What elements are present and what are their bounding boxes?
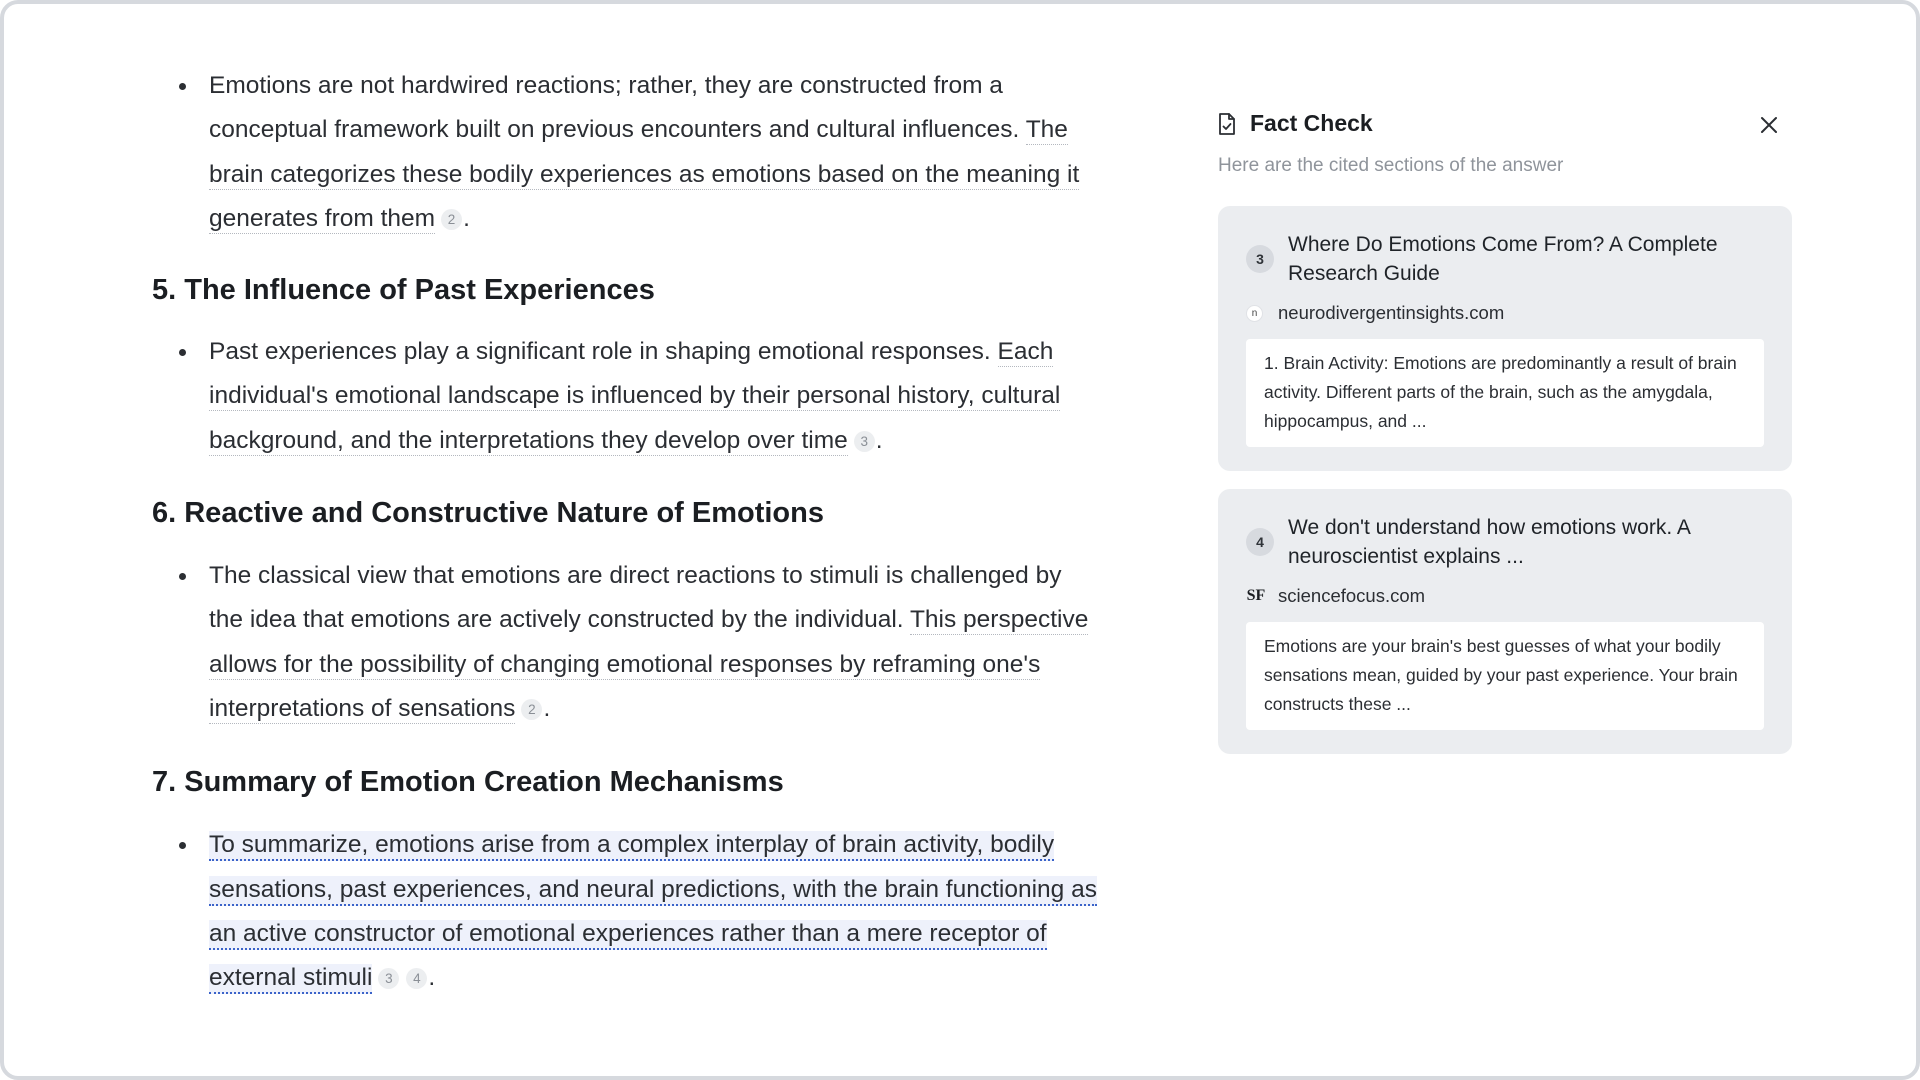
- cited-statement[interactable]: Each individual's emotional landscape is influenced by their personal history, cultural background, and the interpretations they develop over time: [209, 338, 1061, 454]
- cited-statement[interactable]: The brain categorizes these bodily experiences as emotions based on the meaning it generates from them: [209, 116, 1080, 232]
- list-item: [152, 823, 1102, 1000]
- punctuation: .: [875, 426, 883, 454]
- source-card[interactable]: [1218, 206, 1792, 471]
- list-item: [152, 64, 1102, 241]
- document-check-icon: [1216, 112, 1238, 136]
- citation-badge[interactable]: 2: [521, 699, 542, 720]
- source-row: [1246, 585, 1764, 607]
- section-6-list: [152, 554, 1102, 731]
- site-favicon-icon: SF: [1246, 587, 1266, 604]
- section-5-list: [152, 330, 1102, 463]
- citation-number: 3: [1246, 245, 1274, 273]
- punctuation: .: [428, 964, 436, 992]
- source-snippet: 1. Brain Activity: Emotions are predominantly a result of brain activity. Different parts of the brain, such as the amygdala, hippocampus, and ...: [1246, 339, 1764, 447]
- card-header: [1246, 230, 1764, 288]
- punctuation: .: [463, 204, 470, 232]
- section-heading: 6. Reactive and Constructive Nature of Emotions: [152, 497, 824, 530]
- close-icon: [1759, 115, 1779, 135]
- source-card[interactable]: [1218, 489, 1792, 754]
- statement-text: Emotions are not hardwired reactions; rather, they are constructed from a conceptual framework built on previous encounters and cultural influences.: [209, 72, 1020, 144]
- section-heading: 7. Summary of Emotion Creation Mechanisms: [152, 766, 784, 799]
- citation-badge[interactable]: 3: [854, 431, 875, 452]
- card-header: [1246, 513, 1764, 571]
- source-row: [1246, 302, 1764, 324]
- source-domain[interactable]: neurodivergentinsights.com: [1278, 302, 1505, 323]
- citation-badge[interactable]: 4: [406, 968, 427, 989]
- panel-subtitle: Here are the cited sections of the answer: [1218, 155, 1564, 176]
- source-domain[interactable]: sciencefocus.com: [1278, 585, 1426, 606]
- close-button[interactable]: [1754, 110, 1784, 140]
- source-snippet: Emotions are your brain's best guesses of what your bodily sensations mean, guided by your past experience. Your brain constructs these ...: [1246, 622, 1764, 730]
- citation-badge[interactable]: 3: [378, 968, 399, 989]
- source-title[interactable]: We don't understand how emotions work. A neuroscientist explains ...: [1288, 516, 1690, 568]
- section-heading: 5. The Influence of Past Experiences: [152, 274, 655, 307]
- section-4-list: [152, 64, 1102, 241]
- punctuation: .: [543, 694, 551, 722]
- citation-badge[interactable]: 2: [441, 209, 462, 230]
- section-7-list: [152, 823, 1102, 1000]
- source-cards: [1218, 206, 1792, 772]
- fact-check-panel: [1216, 4, 1794, 1080]
- statement-text: The classical view that emotions are direct reactions to stimuli is challenged by the idea that emotions are actively constructed by the individual.: [209, 562, 1062, 634]
- cited-statement-active[interactable]: To summarize, emotions arise from a complex interplay of brain activity, bodily sensations, past experiences, and neural predictions, with the brain functioning as an active constructor of emotional experiences rather than a mere receptor of external stimuli: [209, 831, 1097, 994]
- list-item: [152, 554, 1102, 731]
- source-title[interactable]: Where Do Emotions Come From? A Complete Research Guide: [1288, 233, 1718, 285]
- cited-statement[interactable]: This perspective allows for the possibility of changing emotional responses by reframing one's interpretations of sensations: [209, 606, 1089, 722]
- statement-text: Past experiences play a significant role in shaping emotional responses.: [209, 338, 991, 366]
- citation-number: 4: [1246, 528, 1274, 556]
- panel-header: [1216, 110, 1373, 137]
- panel-title: Fact Check: [1250, 110, 1373, 136]
- answer-article: [152, 64, 1102, 1000]
- site-favicon-icon: n: [1246, 305, 1263, 322]
- list-item: [152, 330, 1102, 463]
